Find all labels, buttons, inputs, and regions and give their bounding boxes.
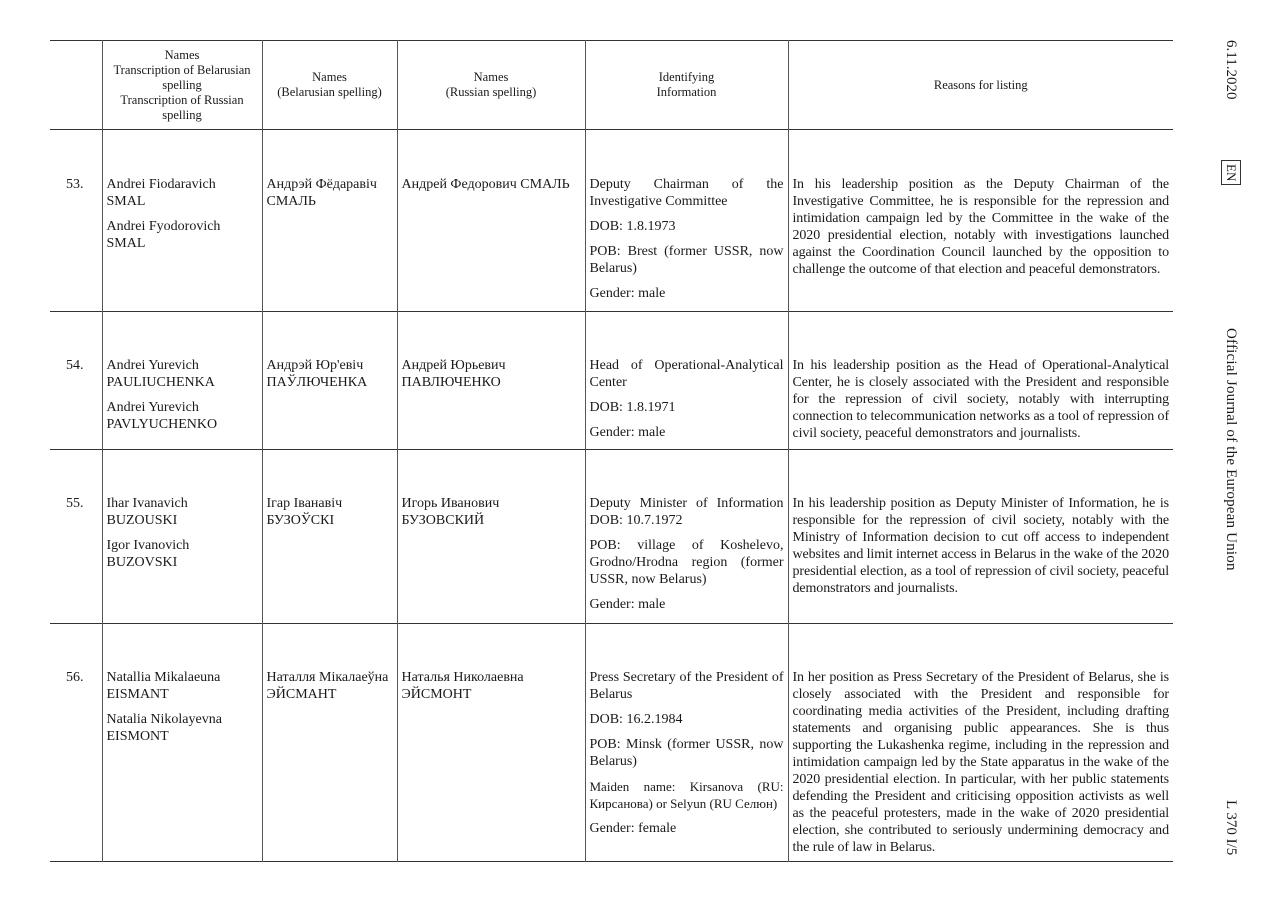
row-number: 55.	[50, 450, 102, 624]
identifying-gender: Gender: male	[589, 597, 666, 612]
transcription-cell	[102, 450, 262, 624]
identifying-pob: POB: village of Koshelevo, Grodno/Hrodna region (former USSR, now Belarus)	[589, 538, 784, 587]
page-reference: L 370 I/5	[1223, 800, 1239, 856]
table-row	[50, 312, 1173, 450]
journal-title: Official Journal of the European Union	[1223, 328, 1239, 571]
table-header-row	[50, 41, 1173, 130]
row-number: 56.	[50, 624, 102, 862]
table-row	[50, 130, 1173, 312]
header-reasons: Reasons for listing	[933, 77, 1028, 92]
identifying-gender: Gender: male	[589, 425, 666, 440]
belarusian-name: Андрэй Юр'евіч ПАЎЛЮЧЕНКА	[262, 312, 397, 450]
transcription-cell	[102, 624, 262, 862]
header-transcription-line: Transcription of Belarusian spelling	[113, 62, 251, 92]
identifying-position: Head of Operational-Analytical Center	[589, 358, 784, 390]
table-row	[50, 450, 1173, 624]
identifying-position: Deputy Chairman of the Investigative Committee	[589, 177, 784, 209]
russian-name: Игорь Иванович БУЗОВСКИЙ	[397, 450, 585, 624]
identifying-cell	[585, 312, 788, 450]
transcription-cell	[102, 312, 262, 450]
header-transcription	[102, 41, 262, 130]
identifying-cell	[585, 130, 788, 312]
identifying-maiden-name: Maiden name: Kirsanova (RU: Кирсанова) or Selyun (RU Селюн)	[589, 779, 784, 811]
identifying-position-dob: Deputy Minister of Information DOB: 10.7.1972	[589, 496, 784, 528]
header-russian-line: (Russian spelling)	[445, 85, 537, 99]
transcription-russian: Andrei Yurevich PAVLYUCHENKO	[106, 400, 218, 432]
belarusian-name: Ігар Іванавіч БУЗОЎСКІ	[262, 450, 397, 624]
header-identifying	[585, 41, 788, 130]
header-identifying-line: Information	[656, 85, 717, 99]
belarusian-name: Андрэй Фёдаравіч СМАЛЬ	[262, 130, 397, 312]
transcription-belarusian: Natallia Mikalaeuna EISMANT	[106, 670, 221, 702]
header-belarusian-line: Names	[312, 70, 347, 84]
identifying-cell	[585, 450, 788, 624]
transcription-russian: Igor Ivanovich BUZOVSKI	[106, 538, 190, 570]
sanctions-table	[50, 40, 1173, 862]
transcription-belarusian: Ihar Ivanavich BUZOUSKI	[106, 496, 188, 528]
transcription-belarusian: Andrei Fiodaravich SMAL	[106, 177, 216, 209]
identifying-dob: DOB: 16.2.1984	[589, 712, 683, 727]
language-badge: EN	[1221, 160, 1241, 185]
identifying-cell	[585, 624, 788, 862]
header-russian-line: Names	[473, 70, 509, 84]
russian-name: Андрей Юрьевич ПАВЛЮЧЕНКО	[397, 312, 585, 450]
identifying-position: Press Secretary of the President of Belarus	[589, 670, 784, 702]
transcription-russian: Andrei Fyodorovich SMAL	[106, 219, 221, 251]
table-row	[50, 624, 1173, 862]
header-number	[50, 41, 102, 130]
header-belarusian-line: (Belarusian spelling)	[277, 85, 382, 99]
identifying-dob: DOB: 1.8.1973	[589, 219, 676, 234]
header-russian	[397, 41, 585, 130]
row-number: 54.	[50, 312, 102, 450]
identifying-gender: Gender: female	[589, 821, 677, 836]
identifying-pob: POB: Minsk (former USSR, now Belarus)	[589, 737, 784, 769]
row-number: 53.	[50, 130, 102, 312]
identifying-gender: Gender: male	[589, 286, 666, 301]
header-transcription-line: Names	[164, 47, 200, 62]
reasons-cell: In his leadership position as the Head of Operational-Analytical Center, he is closely associated with the President and responsible for the repression of civil society, notably with interrupting connection to telecommunication networks as a tool of repression of civil society, peaceful demonstrators and journalists.	[792, 358, 1169, 441]
identifying-dob: DOB: 1.8.1971	[589, 400, 676, 415]
header-transcription-line: Transcription of Russian spelling	[120, 92, 244, 122]
transcription-cell	[102, 130, 262, 312]
header-identifying-line: Identifying	[658, 70, 715, 84]
reasons-cell: In his leadership position as Deputy Minister of Information, he is responsible for the repression of civil society, notably with the Ministry of Information decision to cut off access to independent websites and limit internet access in Belarus in the wake of the 2020 presidential election, as a tool of repression of civil society, peaceful demonstrators and journalists.	[792, 496, 1169, 596]
page-margin	[1218, 0, 1248, 899]
reasons-cell: In her position as Press Secretary of the President of Belarus, she is closely associated with the President and responsible for coordinating media activities of the President, including drafting statements and organising public appearances. She is thus supporting the Lukashenka regime, including in the repression and intimidation campaign led by the State apparatus in the wake of the 2020 presidential election. In particular, with her public statements defending the President and criticising opposition activists as well as the peaceful protesters, made in the wake of 2020 presidential election, she contributed to seriously undermining democracy and the rule of law in Belarus.	[792, 670, 1169, 855]
header-belarusian	[262, 41, 397, 130]
identifying-pob: POB: Brest (former USSR, now Belarus)	[589, 244, 784, 276]
transcription-belarusian: Andrei Yurevich PAULIUCHENKA	[106, 358, 215, 390]
russian-name: Андрей Федорович СМАЛЬ	[397, 130, 585, 312]
publication-date: 6.11.2020	[1223, 40, 1239, 100]
transcription-russian: Natalia Nikolayevna EISMONT	[106, 712, 222, 744]
reasons-cell: In his leadership position as the Deputy Chairman of the Investigative Committee, he is responsible for the repression and intimidation campaign led by the Committee in the wake of the 2020 presidential election, notably with investigations launched against the Coordination Council launched by the opposition to challenge the outcome of that election and peaceful demonstrators.	[792, 177, 1169, 277]
russian-name: Наталья Николаевна ЭЙСМОНТ	[397, 624, 585, 862]
belarusian-name: Наталля Мікалаеўна ЭЙСМАНТ	[262, 624, 397, 862]
